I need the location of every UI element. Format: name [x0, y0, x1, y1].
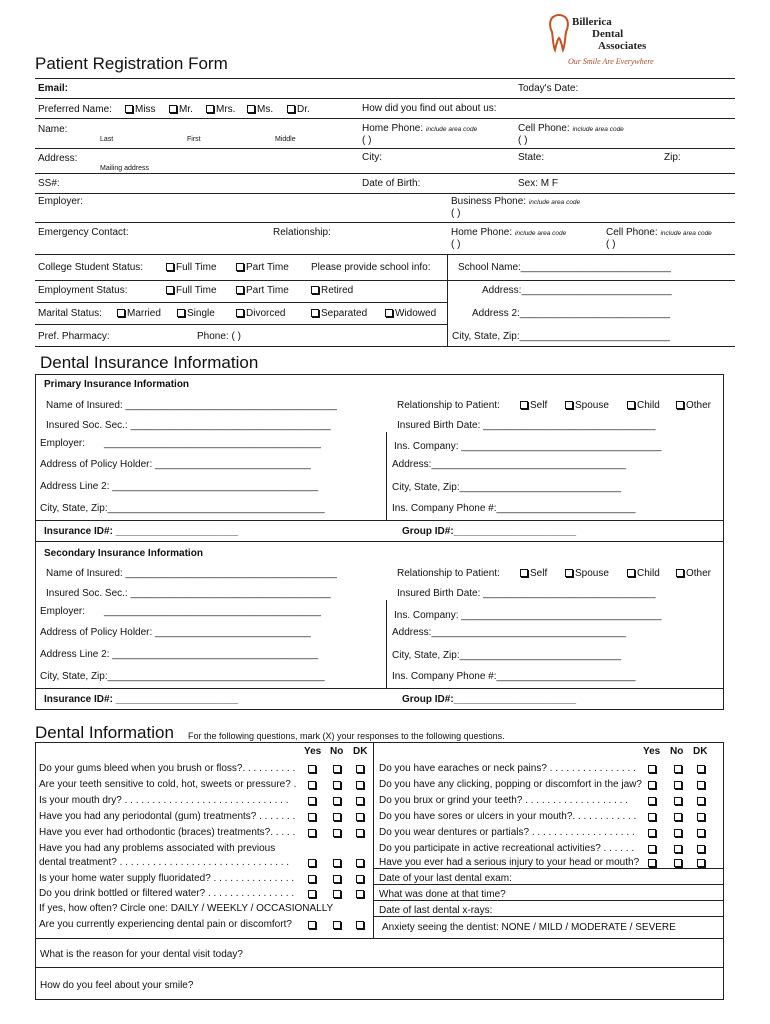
primary-child-checkbox[interactable]: Child: [627, 400, 660, 411]
left-q7-yes-checkbox[interactable]: [308, 875, 316, 883]
secondary-city-state-zip-right[interactable]: City, State, Zip:_____________________________: [392, 650, 621, 661]
checkbox-dr[interactable]: Dr.: [287, 104, 310, 115]
right-q1-dk-checkbox[interactable]: [697, 765, 705, 773]
home-phone-label: Home Phone: include area code: [362, 123, 478, 134]
question-mouth-dry: Is your mouth dry? . . . . . . . . . . . . . . . . . . . . . . . . . . . . . .: [39, 795, 289, 806]
zip-label: Zip:: [664, 152, 681, 163]
right-q2-no-checkbox[interactable]: [674, 781, 682, 789]
primary-spouse-checkbox[interactable]: Spouse: [565, 400, 609, 411]
left-q7-dk-checkbox[interactable]: [356, 875, 364, 883]
secondary-group-id-field[interactable]: Group ID#:______________________: [402, 694, 577, 705]
emergency-cell-phone-label: Cell Phone: include area code: [606, 227, 712, 238]
right-dk-header: DK: [693, 746, 708, 757]
checkbox-icon: [166, 286, 174, 294]
question-head-injury: Have you ever had a serious injury to your head or mouth?: [379, 857, 640, 868]
right-q2-yes-checkbox[interactable]: [648, 781, 656, 789]
checkbox-miss[interactable]: Miss: [125, 104, 156, 115]
primary-employer-label: Employer:: [40, 438, 86, 449]
left-q7-no-checkbox[interactable]: [333, 875, 341, 883]
employment-retired-checkbox[interactable]: Retired: [311, 285, 353, 296]
left-yes-header: Yes: [304, 746, 322, 757]
checkbox-icon: [676, 569, 684, 577]
divorced-checkbox[interactable]: Divorced: [236, 308, 285, 319]
how-find-label: How did you find out about us:: [362, 103, 497, 114]
question-bottled-water: Do you drink bottled or filtered water? . . . . . . . . . . . . . . . .: [39, 888, 295, 899]
name-label: Name:: [38, 124, 68, 135]
secondary-address-line2-field[interactable]: Address Line 2: _____________________________________: [40, 649, 319, 660]
todays-date-label: Today's Date:: [518, 83, 579, 94]
left-q4-yes-checkbox[interactable]: [308, 813, 316, 821]
mailing-address-caption: Mailing address: [100, 165, 150, 172]
left-q9-no-checkbox[interactable]: [333, 921, 341, 929]
emergency-cell-parens: ( ): [606, 239, 616, 250]
right-q1-no-checkbox[interactable]: [674, 765, 682, 773]
primary-name-insured-field[interactable]: Name of Insured: ______________________________________: [46, 400, 337, 411]
secondary-ins-company-field[interactable]: Ins. Company: ____________________________________: [394, 610, 662, 621]
last-xrays-field[interactable]: Date of last dental x-rays:: [379, 905, 493, 916]
college-part-time-checkbox[interactable]: Part Time: [236, 262, 289, 273]
question-how-often[interactable]: If yes, how often? Circle one: DAILY / WEEKLY / OCCASIONALLY: [39, 903, 334, 914]
secondary-employer-label: Employer:: [40, 606, 86, 617]
employer-label: Employer:: [38, 196, 84, 207]
logo-line-3: Associates: [598, 40, 647, 52]
primary-insurance-heading: Primary Insurance Information: [44, 379, 190, 390]
right-q1-yes-checkbox[interactable]: [648, 765, 656, 773]
right-q3-no-checkbox[interactable]: [674, 797, 682, 805]
secondary-name-insured-field[interactable]: Name of Insured: ______________________________________: [46, 568, 337, 579]
left-q8-dk-checkbox[interactable]: [356, 890, 364, 898]
right-q4-yes-checkbox[interactable]: [648, 813, 656, 821]
secondary-employer-field[interactable]: _______________________________________: [104, 606, 321, 617]
employment-full-time-checkbox[interactable]: Full Time: [166, 285, 217, 296]
checkbox-icon: [520, 569, 528, 577]
left-q5-dk-checkbox[interactable]: [356, 829, 364, 837]
primary-insurance-id-field[interactable]: Insurance ID#: ______________________: [44, 526, 239, 537]
school-address-2-field[interactable]: Address 2:___________________________: [472, 308, 670, 319]
question-grind-teeth: Do you brux or grind your teeth? . . . . . . . . . . . . . . . . . . .: [379, 795, 628, 806]
secondary-city-state-zip-left[interactable]: City, State, Zip:_______________________________________: [40, 671, 325, 682]
name-first-caption: First: [187, 136, 201, 143]
primary-ins-company-phone-field[interactable]: Ins. Company Phone #:_________________________: [392, 503, 636, 514]
business-phone-parens: ( ): [451, 208, 461, 219]
left-q2-dk-checkbox[interactable]: [356, 781, 364, 789]
dental-instructions: For the following questions, mark (X) your responses to the following questions.: [188, 731, 505, 741]
checkbox-ms[interactable]: Ms.: [247, 104, 273, 115]
left-q6-yes-checkbox[interactable]: [308, 859, 316, 867]
primary-address-line2-field[interactable]: Address Line 2: _____________________________________: [40, 481, 319, 492]
secondary-other-checkbox[interactable]: Other: [676, 568, 711, 579]
right-q5-dk-checkbox[interactable]: [697, 829, 705, 837]
secondary-soc-sec-field[interactable]: Insured Soc. Sec.: ____________________________________: [46, 588, 331, 599]
checkbox-icon: [247, 105, 255, 113]
checkbox-icon: [166, 263, 174, 271]
right-no-header: No: [670, 746, 684, 757]
marital-status-label: Marital Status:: [38, 308, 102, 319]
name-middle-caption: Middle: [275, 136, 296, 143]
right-q5-yes-checkbox[interactable]: [648, 829, 656, 837]
left-q9-yes-checkbox[interactable]: [308, 921, 316, 929]
tooth-icon: [548, 14, 570, 54]
primary-ins-company-field[interactable]: Ins. Company: ____________________________________: [394, 441, 662, 452]
left-q4-dk-checkbox[interactable]: [356, 813, 364, 821]
form-title: Patient Registration Form: [35, 54, 228, 73]
right-q7-no-checkbox[interactable]: [674, 859, 682, 867]
primary-group-id-field[interactable]: Group ID#:______________________: [402, 526, 577, 537]
home-phone-parens: ( ): [362, 135, 372, 146]
left-q5-yes-checkbox[interactable]: [308, 829, 316, 837]
question-gums-bleed: Do your gums bleed when you brush or floss?. . . . . . . . . .: [39, 763, 296, 774]
left-q9-dk-checkbox[interactable]: [356, 921, 364, 929]
logo-tagline: Our Smile Are Everywhere: [568, 57, 654, 66]
left-q6-dk-checkbox[interactable]: [356, 859, 364, 867]
checkbox-icon: [627, 569, 635, 577]
checkbox-icon: [287, 105, 295, 113]
college-full-time-checkbox[interactable]: Full Time: [166, 262, 217, 273]
business-phone-label: Business Phone: include area code: [451, 196, 581, 207]
question-fluoridated: Is your home water supply fluoridated? . . . . . . . . . . . . . . .: [39, 873, 295, 884]
left-q6-no-checkbox[interactable]: [333, 859, 341, 867]
right-q6-yes-checkbox[interactable]: [648, 845, 656, 853]
dob-label: Date of Birth:: [362, 178, 421, 189]
sex-label: Sex: M F: [518, 178, 559, 189]
dental-heading: Dental Information: [35, 723, 174, 742]
secondary-child-checkbox[interactable]: Child: [627, 568, 660, 579]
checkbox-icon: [311, 286, 319, 294]
school-name-field[interactable]: School Name:___________________________: [458, 262, 671, 273]
married-checkbox[interactable]: Married: [117, 308, 161, 319]
single-checkbox[interactable]: Single: [177, 308, 215, 319]
secondary-address-field[interactable]: Address:___________________________________: [392, 627, 627, 638]
preferred-name-label: Preferred Name:: [38, 104, 112, 115]
question-dentures: Do you wear dentures or partials? . . . . . . . . . . . . . . . . . . .: [379, 827, 635, 838]
checkbox-icon: [169, 105, 177, 113]
insurance-heading: Dental Insurance Information: [40, 353, 259, 372]
checkbox-icon: [177, 309, 185, 317]
left-q4-no-checkbox[interactable]: [333, 813, 341, 821]
address-label: Address:: [38, 153, 78, 164]
secondary-ins-company-phone-field[interactable]: Ins. Company Phone #:_________________________: [392, 671, 636, 682]
state-label: State:: [518, 152, 545, 163]
cell-phone-parens: ( ): [518, 135, 528, 146]
primary-other-checkbox[interactable]: Other: [676, 400, 711, 411]
relationship-label: Relationship:: [273, 227, 331, 238]
separated-checkbox[interactable]: Separated: [311, 308, 367, 319]
cell-phone-label: Cell Phone: include area code: [518, 123, 624, 134]
primary-address-field[interactable]: Address:___________________________________: [392, 459, 627, 470]
secondary-self-checkbox[interactable]: Self: [520, 568, 547, 579]
practice-logo: [548, 14, 678, 68]
right-q4-dk-checkbox[interactable]: [697, 813, 705, 821]
right-q7-yes-checkbox[interactable]: [648, 859, 656, 867]
left-q2-no-checkbox[interactable]: [333, 781, 341, 789]
question-recreational: Do you participate in active recreational activities? . . . . . .: [379, 843, 635, 854]
secondary-birth-date-field[interactable]: Insured Birth Date: _______________________________: [397, 588, 656, 599]
secondary-rel-label: Relationship to Patient:: [397, 568, 500, 579]
right-q6-dk-checkbox[interactable]: [697, 845, 705, 853]
pref-pharmacy-label: Pref. Pharmacy:: [38, 331, 110, 342]
right-q3-yes-checkbox[interactable]: [648, 797, 656, 805]
checkbox-icon: [236, 263, 244, 271]
ss-label: SS#:: [38, 178, 60, 189]
primary-policy-holder-field[interactable]: Address of Policy Holder: ____________________________: [40, 459, 311, 470]
secondary-insurance-id-field[interactable]: Insurance ID#: ______________________: [44, 694, 239, 705]
emergency-contact-label: Emergency Contact:: [38, 227, 129, 238]
logo-line-2: Dental: [592, 28, 624, 40]
school-address-field[interactable]: Address:___________________________: [482, 285, 672, 296]
primary-city-state-zip-left[interactable]: City, State, Zip:_______________________________________: [40, 503, 325, 514]
school-city-state-zip-field[interactable]: City, State, Zip:___________________________: [452, 331, 670, 342]
right-q6-no-checkbox[interactable]: [674, 845, 682, 853]
left-q8-no-checkbox[interactable]: [333, 890, 341, 898]
city-label: City:: [362, 152, 382, 163]
college-status-label: College Student Status:: [38, 262, 144, 273]
reason-label: What is the reason for your dental visit today?: [40, 949, 243, 960]
left-q8-yes-checkbox[interactable]: [308, 890, 316, 898]
left-q1-no-checkbox[interactable]: [333, 765, 341, 773]
checkbox-icon: [565, 401, 573, 409]
employment-part-time-checkbox[interactable]: Part Time: [236, 285, 289, 296]
question-dental-pain: Are you currently experiencing dental pain or discomfort?: [39, 919, 292, 930]
checkbox-icon: [117, 309, 125, 317]
what-done-field[interactable]: What was done at that time?: [379, 889, 506, 900]
school-info-label: Please provide school info:: [311, 262, 431, 273]
smile-label: How do you feel about your smile?: [40, 980, 194, 991]
widowed-checkbox[interactable]: Widowed: [385, 308, 436, 319]
right-q2-dk-checkbox[interactable]: [697, 781, 705, 789]
right-q3-dk-checkbox[interactable]: [697, 797, 705, 805]
left-q1-dk-checkbox[interactable]: [356, 765, 364, 773]
primary-city-state-zip-right[interactable]: City, State, Zip:_____________________________: [392, 482, 621, 493]
secondary-spouse-checkbox[interactable]: Spouse: [565, 568, 609, 579]
question-jaw-clicking: Do you have any clicking, popping or discomfort in the jaw?: [379, 779, 642, 790]
checkbox-icon: [311, 309, 319, 317]
checkbox-icon: [385, 309, 393, 317]
checkbox-icon: [565, 569, 573, 577]
last-exam-field[interactable]: Date of your last dental exam:: [379, 873, 512, 884]
question-teeth-sensitive: Are your teeth sensitive to cold, hot, sweets or pressure? .: [39, 779, 297, 790]
left-no-header: No: [330, 746, 344, 757]
pharmacy-phone-label: Phone: ( ): [197, 331, 241, 342]
checkbox-mrs[interactable]: Mrs.: [206, 104, 235, 115]
question-earaches: Do you have earaches or neck pains? . . . . . . . . . . . . . . . .: [379, 763, 636, 774]
left-q3-no-checkbox[interactable]: [333, 797, 341, 805]
left-q3-dk-checkbox[interactable]: [356, 797, 364, 805]
anxiety-field[interactable]: Anxiety seeing the dentist: NONE / MILD / MODERATE / SEVERE: [382, 922, 676, 933]
primary-self-checkbox[interactable]: Self: [520, 400, 547, 411]
question-orthodontic: Have you ever had orthodontic (braces) treatments?. . . . .: [39, 827, 296, 838]
checkbox-icon: [236, 286, 244, 294]
right-q4-no-checkbox[interactable]: [674, 813, 682, 821]
checkbox-icon: [627, 401, 635, 409]
question-previous-problems: Have you had any problems associated with previous: [39, 843, 276, 854]
primary-birth-date-field[interactable]: Insured Birth Date: _______________________________: [397, 420, 656, 431]
emergency-home-parens: ( ): [451, 239, 461, 250]
secondary-policy-holder-field[interactable]: Address of Policy Holder: ____________________________: [40, 627, 311, 638]
name-last-caption: Last: [100, 136, 114, 143]
question-sores: Do you have sores or ulcers in your mouth?. . . . . . . . . . . .: [379, 811, 637, 822]
left-q3-yes-checkbox[interactable]: [308, 797, 316, 805]
left-q1-yes-checkbox[interactable]: [308, 765, 316, 773]
left-dk-header: DK: [353, 746, 368, 757]
right-q5-no-checkbox[interactable]: [674, 829, 682, 837]
emergency-home-phone-label: Home Phone: include area code: [451, 227, 567, 238]
checkbox-icon: [206, 105, 214, 113]
secondary-insurance-heading: Secondary Insurance Information: [44, 548, 203, 559]
checkbox-mr[interactable]: Mr.: [169, 104, 193, 115]
checkbox-icon: [520, 401, 528, 409]
right-q7-dk-checkbox[interactable]: [697, 859, 705, 867]
checkbox-icon: [236, 309, 244, 317]
left-q5-no-checkbox[interactable]: [333, 829, 341, 837]
question-previous-problems-2: dental treatment? . . . . . . . . . . . . . . . . . . . . . . . . . . . . . . .: [39, 857, 290, 868]
employment-status-label: Employment Status:: [38, 285, 128, 296]
primary-rel-label: Relationship to Patient:: [397, 400, 500, 411]
left-q2-yes-checkbox[interactable]: [308, 781, 316, 789]
checkbox-icon: [676, 401, 684, 409]
primary-soc-sec-field[interactable]: Insured Soc. Sec.: ____________________________________: [46, 420, 331, 431]
email-label: Email:: [38, 83, 69, 94]
question-periodontal: Have you had any periodontal (gum) treatments? . . . . . . .: [39, 811, 296, 822]
right-yes-header: Yes: [643, 746, 661, 757]
primary-employer-field[interactable]: _______________________________________: [104, 438, 321, 449]
checkbox-icon: [125, 105, 133, 113]
logo-line-1: Billerica: [572, 16, 612, 28]
